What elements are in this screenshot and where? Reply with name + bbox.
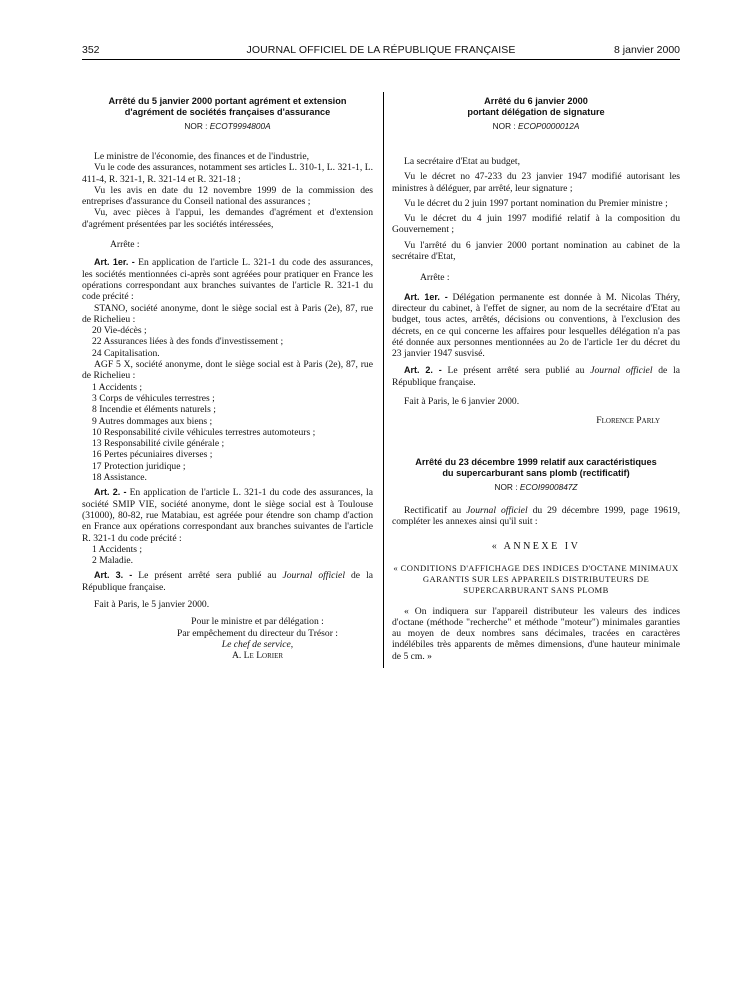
visa-paragraph: Vu le décret no 47-233 du 23 janvier 1947 modifié autorisant les ministres à déléguer, par arrêté, leur signature ; [392, 171, 680, 194]
article-label: Art. 2. - [404, 365, 442, 376]
annexe-heading: « ANNEXE IV [491, 541, 581, 553]
article-1 [82, 257, 373, 302]
nor-code: ECOP0000012A [518, 121, 580, 131]
visa-paragraph: Vu les avis en date du 12 novembre 1999 de la commission des entreprises d'assurance du Conseil national des assurances ; [82, 184, 373, 208]
annexe-subtitle: « CONDITIONS D'AFFICHAGE DES INDICES D'OCTANE MINIMAUX GARANTIS SUR LES APPAREILS DISTRIBUTEURS DE SUPERCARBURANT SANS PLOMB [393, 562, 679, 595]
company-stano: STANO, société anonyme, dont le siège social est à Paris (2e), 87, rue de Richelieu : [82, 302, 373, 325]
visa-paragraph: Vu, avec pièces à l'appui, les demandes d'agrément et d'extension d'agrément présentées par les sociétés intéressées, [82, 207, 373, 230]
list-item: 9 Autres dommages aux biens ; [92, 415, 213, 427]
left-column [82, 96, 373, 661]
column-divider [383, 92, 384, 668]
list-item: 18 Assistance. [92, 472, 147, 484]
rectificatif-text: du 29 décembre 1999, page 19619, compléter les annexes ainsi qu'il suit : [392, 504, 680, 527]
signatory-name: A. Le Lorier [231, 650, 284, 662]
arrete-heading: Arrête : [420, 272, 450, 284]
list-item: 22 Assurances liées à des fonds d'investissement ; [92, 336, 284, 348]
title-line: d'agrément de sociétés françaises d'assurance [124, 107, 331, 117]
article-text: En application de l'article L. 321-1 du code des assurances, les sociétés mentionnées ci-après sont agréées pour pratiquer en France les opérations correspondant aux branches suivantes de l'article R. 321-1 du code précité : [82, 257, 374, 303]
nor-label: NOR : [494, 481, 520, 492]
list-item: 24 Capitalisation. [92, 347, 160, 359]
fait-a-paris: Fait à Paris, le 5 janvier 2000. [94, 598, 210, 610]
visa-paragraph: La secrétaire d'Etat au budget, [404, 156, 520, 167]
signature-line: Le chef de service, [221, 638, 294, 650]
signature-line: Par empêchement du directeur du Trésor : [177, 627, 338, 639]
right-column [392, 96, 680, 662]
title-line: Arrêté du 6 janvier 2000 [484, 96, 588, 106]
signatory-name: Florence Parly [596, 415, 660, 427]
article-2 [82, 487, 373, 543]
list-item: 8 Incendie et éléments naturels ; [92, 404, 216, 416]
list-item: 1 Accidents ; [92, 381, 143, 393]
article-text: En application de l'article L. 321-1 du code des assurances, la société SMIP VIE, société anonyme, dont le siège social est à Toulouse (31000), 80-82, rue Matabiau, est agréée pour étendre son champ d'action en France aux opérations correspondant aux branches suivantes de l'article R. 321-1 du code précité : [82, 487, 373, 544]
list-item: 3 Corps de véhicules terrestres ; [92, 392, 215, 404]
page-header [82, 44, 680, 58]
header-rule [82, 59, 680, 60]
nor-label: NOR : [492, 121, 518, 131]
stano-branch-list [82, 325, 373, 359]
title-line: portant délégation de signature [467, 107, 605, 117]
article-label: Art. 1er. - [404, 291, 448, 302]
arrete-heading: Arrête : [110, 239, 140, 251]
company-agf: AGF 5 X, société anonyme, dont le siège social est à Paris (2e), 87, rue de Richelieu : [82, 359, 373, 382]
article-1 [392, 292, 680, 360]
list-item: 17 Protection juridique ; [92, 460, 186, 472]
visa-paragraph: Vu le décret du 4 juin 1997 modifié relatif à la composition du Gouvernement ; [392, 213, 680, 236]
article-text: Le présent arrêté sera publié au [132, 570, 283, 582]
annexe-body: « On indiquera sur l'appareil distributeur les valeurs des indices d'octane (méthode "recherche" et méthode "moteur") minimales garanties au moyen de deux nombres sans décimales, tracées en caractères indélébiles très apparents de mêmes dimensions, d'une hauteur minimale de 5 cm. » [392, 605, 680, 662]
title-line: Arrêté du 5 janvier 2000 portant agrément et extension [108, 96, 347, 106]
article-label: Art. 1er. - [94, 257, 135, 268]
signature-line: Pour le ministre et par délégation : [191, 616, 324, 628]
list-item: 10 Responsabilité civile véhicules terrestres automoteurs ; [92, 426, 316, 438]
title-line: du supercarburant sans plomb (rectificatif) [442, 467, 630, 478]
nor-label: NOR : [184, 121, 210, 131]
journal-officiel-ref: Journal officiel [590, 365, 653, 377]
article-label: Art. 3. - [94, 570, 133, 581]
visa-paragraph: Vu le code des assurances, notamment ses articles L. 310-1, L. 321-1, L. 411-4, R. 321-1, R. 321-14 et R. 321-18 ; [82, 162, 373, 185]
signature-block [82, 616, 373, 661]
arrete-title-supercarburant [392, 457, 680, 479]
article-text: de la République française. [82, 570, 373, 593]
article-3 [82, 570, 373, 593]
issue-date: 8 janvier 2000 [614, 44, 680, 56]
smip-branch-list [82, 544, 373, 567]
journal-officiel-ref: Journal officiel [466, 504, 528, 516]
nor-reference [82, 121, 373, 132]
nor-reference [392, 482, 680, 493]
visa-paragraph: Vu l'arrêté du 6 janvier 2000 portant nomination au cabinet de la secrétaire d'Etat, [392, 239, 680, 263]
arrete-title-agrement [82, 96, 373, 118]
rectificatif-text: Rectificatif au [404, 504, 467, 516]
article-label: Art. 2. - [94, 487, 127, 498]
article-text: Le présent arrêté sera publié au [441, 365, 591, 377]
journal-title: JOURNAL OFFICIEL DE LA RÉPUBLIQUE FRANÇAISE [246, 44, 516, 56]
nor-reference [392, 121, 680, 132]
list-item: 16 Pertes pécuniaires diverses ; [92, 449, 213, 461]
nor-code: ECOI9900847Z [519, 481, 578, 492]
article-text: de la République française. [392, 365, 680, 388]
article-text: Délégation permanente est donnée à M. Nicolas Théry, directeur du cabinet, à l'effet de signer, au nom de la secrétaire d'Etat au budget, tous actes, arrêtés, décisions ou conventions, à l'exclusion des décrets, en ce qui concerne les affaires pour lesquelles délégation n'a pas été donnée aux personnes mentionnées au 2o de l'article 1er du décret du 23 janvier 1947 susvisé. [392, 291, 680, 360]
list-item: 2 Maladie. [92, 555, 134, 567]
nor-code: ECOT9994800A [209, 121, 271, 131]
fait-a-paris: Fait à Paris, le 6 janvier 2000. [404, 396, 520, 408]
article-2 [392, 365, 680, 388]
agf-branch-list [82, 382, 373, 484]
visa-paragraph: Vu le décret du 2 juin 1997 portant nomination du Premier ministre ; [404, 197, 668, 209]
list-item: 20 Vie-décès ; [92, 325, 147, 337]
journal-officiel-ref: Journal officiel [282, 570, 345, 582]
list-item: 1 Accidents ; [92, 543, 143, 555]
visa-paragraph: Le ministre de l'économie, des finances et de l'industrie, [94, 151, 309, 162]
arrete-title-delegation [392, 96, 680, 118]
title-line: Arrêté du 23 décembre 1999 relatif aux caractéristiques [415, 456, 657, 467]
rectificatif [392, 505, 680, 528]
page-number: 352 [82, 44, 100, 56]
list-item: 13 Responsabilité civile générale ; [92, 438, 225, 450]
